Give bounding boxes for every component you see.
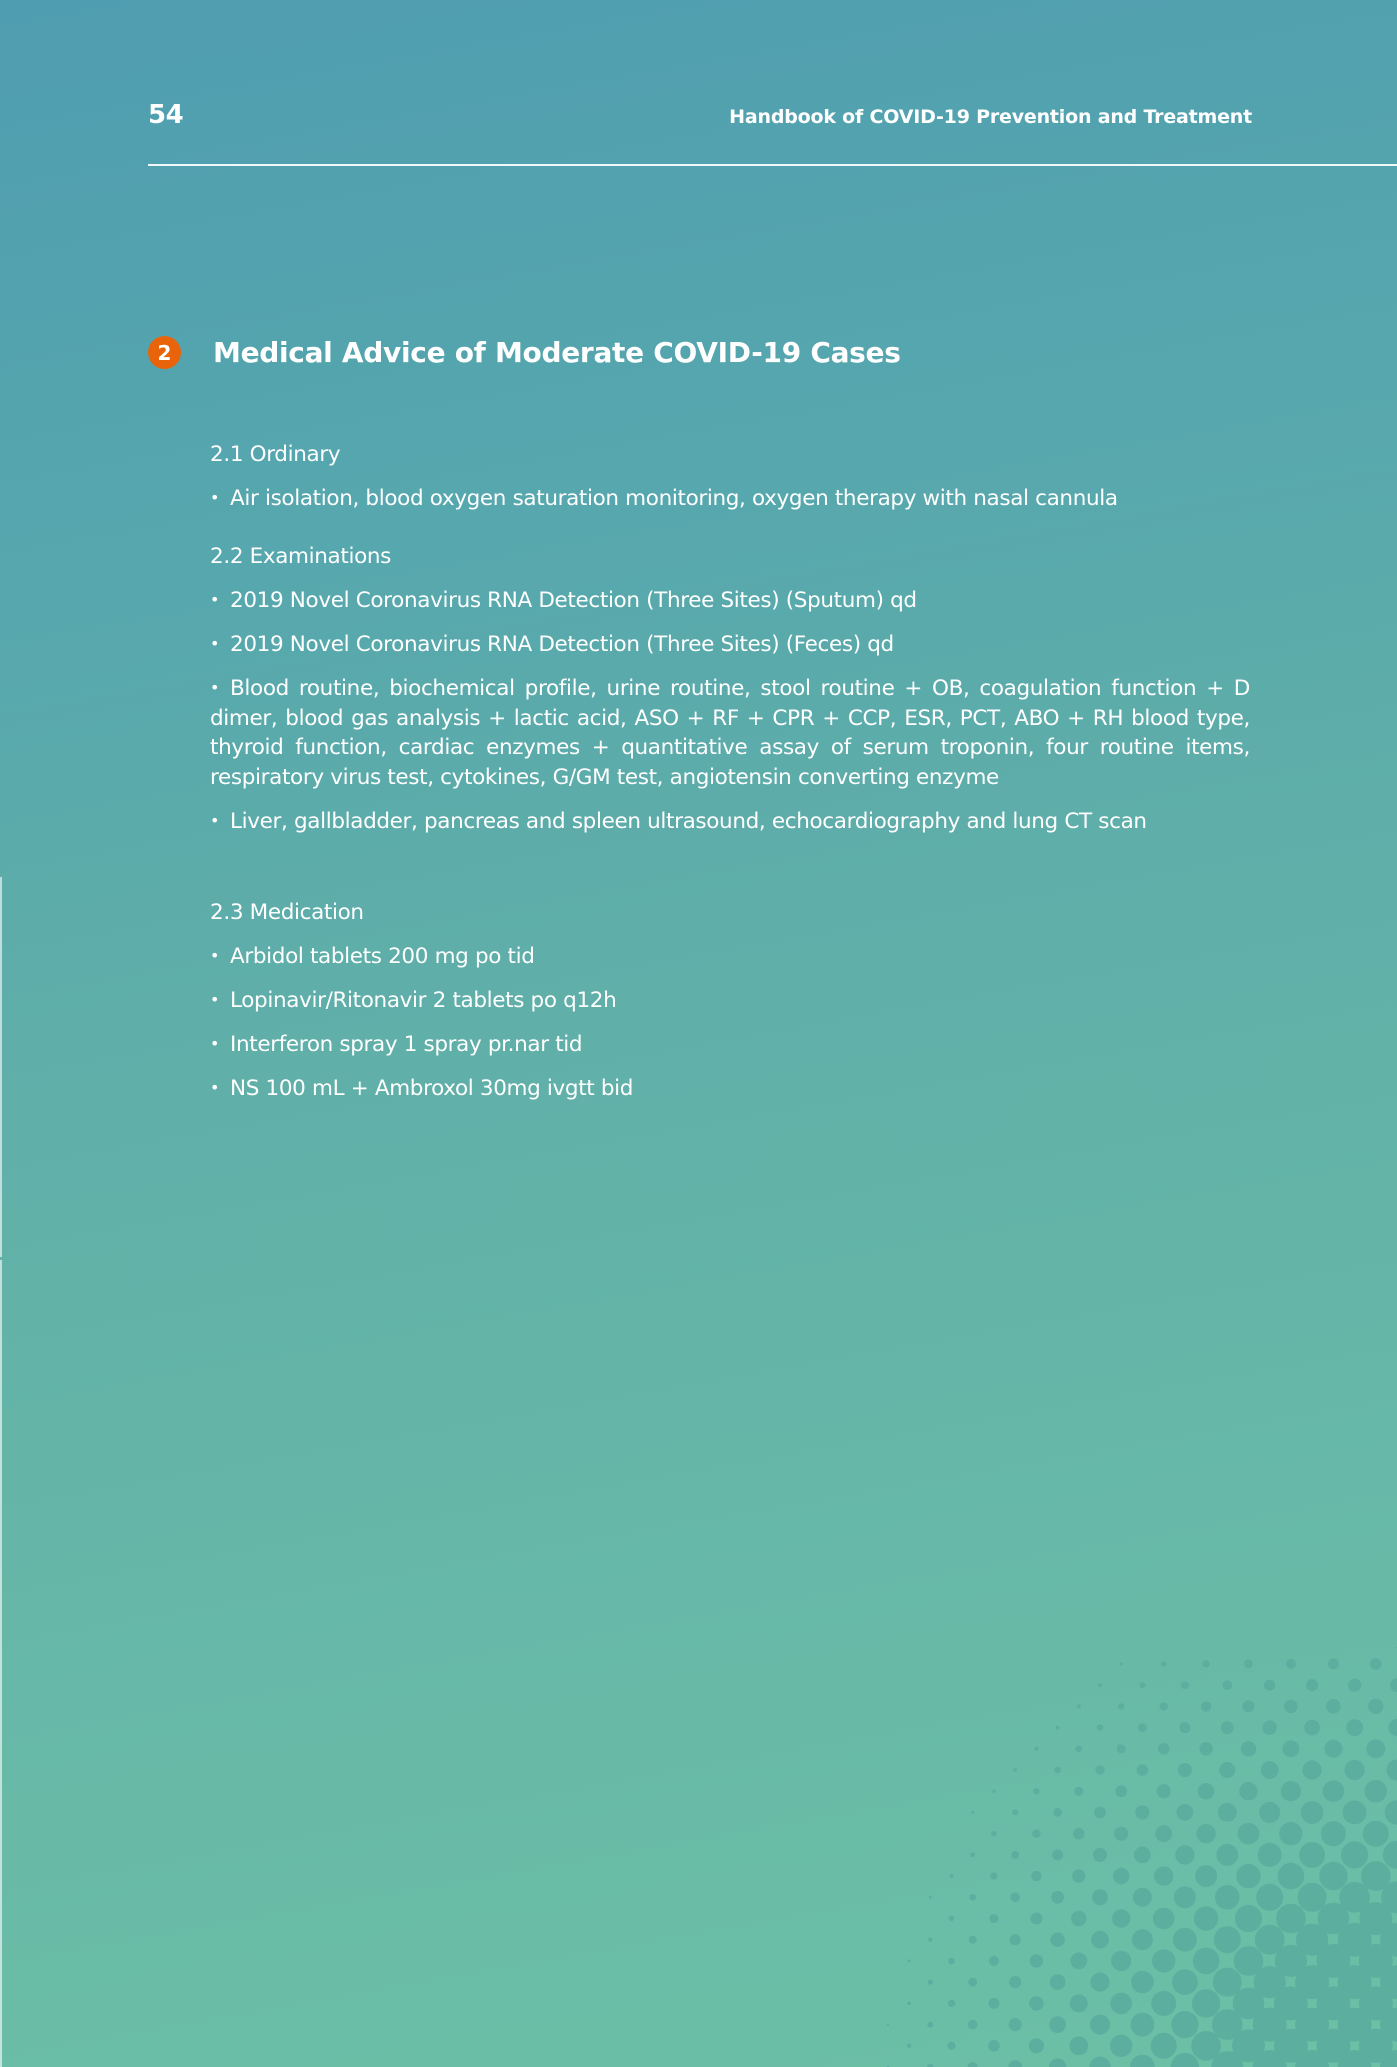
halftone-dot <box>1221 1721 1234 1734</box>
halftone-dot <box>1069 2036 1088 2055</box>
halftone-dot <box>1138 1723 1147 1732</box>
halftone-dot <box>1390 1678 1397 1692</box>
section-content <box>210 440 1250 1104</box>
halftone-dot <box>1365 1780 1387 1802</box>
halftone-dot <box>1009 2018 1022 2031</box>
halftone-dot <box>1077 1704 1081 1708</box>
halftone-dot <box>1158 1743 1169 1754</box>
halftone-dot <box>1120 1662 1123 1665</box>
list-item: • Arbidol tablets 200 mg po tid <box>210 941 1250 972</box>
halftone-dot <box>988 1998 999 2009</box>
list-item: • Blood routine, biochemical profile, urine routine, stool routine + OB, coagulation function + D dimer, blood gas analysis + lactic acid, ASO + RF + CPR + CCP, ESR, PCT, ABO + RH blood type, thyroid function, cardiac enzymes + quantitative assay of serum troponin, four routine items, respiratory virus test, cytokines, G/GM test, angiotensin converting enzyme <box>210 673 1250 793</box>
halftone-dot <box>1286 1659 1296 1669</box>
list-item: • Interferon spray 1 spray pr.nar tid <box>210 1029 1250 1060</box>
halftone-dot <box>1091 1931 1109 1949</box>
halftone-dot <box>1256 1884 1283 1911</box>
halftone-dot <box>1239 1782 1257 1800</box>
halftone-dot <box>1216 1844 1238 1866</box>
halftone-dot <box>907 2044 911 2048</box>
halftone-dot <box>1074 1787 1083 1796</box>
halftone-dot <box>1032 1830 1040 1838</box>
halftone-dot <box>1385 1800 1397 1825</box>
halftone-dot <box>1112 1909 1130 1927</box>
halftone-dot <box>1235 1905 1262 1932</box>
halftone-dot <box>1095 1765 1104 1774</box>
subsection-ordinary <box>210 440 1250 514</box>
halftone-dot <box>1319 1862 1347 1890</box>
halftone-dot <box>1092 1889 1108 1905</box>
halftone-dot <box>1370 1658 1382 1670</box>
halftone-dot <box>970 1853 975 1858</box>
halftone-dot <box>928 1938 932 1942</box>
halftone-dot <box>1199 1742 1212 1755</box>
halftone-dot <box>1117 1744 1126 1753</box>
halftone-dot <box>908 1959 911 1962</box>
halftone-dot <box>1070 1994 1088 2012</box>
halftone-dot <box>1243 1700 1255 1712</box>
halftone-dot <box>1203 1660 1210 1667</box>
halftone-dot <box>1155 1825 1172 1842</box>
section-title: Medical Advice of Moderate COVID-19 Cases <box>213 336 901 369</box>
halftone-dot <box>1258 1843 1282 1867</box>
halftone-dot <box>1306 1679 1318 1691</box>
halftone-dot <box>1174 1886 1196 1908</box>
halftone-dot <box>1151 1991 1176 2016</box>
left-edge-line-upper <box>0 877 2 1257</box>
halftone-dot <box>1341 1841 1368 1868</box>
halftone-dot <box>1093 1848 1107 1862</box>
halftone-dot <box>1177 1804 1194 1821</box>
halftone-dot <box>990 1914 999 1923</box>
halftone-dot <box>1010 1934 1021 1945</box>
halftone-dot <box>1154 1866 1173 1885</box>
halftone-dot <box>1303 1760 1322 1779</box>
header-rule <box>148 164 1397 166</box>
halftone-dot <box>1135 1805 1149 1819</box>
halftone-dot <box>1175 1845 1194 1864</box>
halftone-dot <box>1345 1760 1365 1780</box>
halftone-dot <box>968 2062 978 2067</box>
halftone-dot <box>1321 1821 1346 1846</box>
halftone-dot <box>1193 1948 1220 1975</box>
halftone-dot <box>1053 1808 1062 1817</box>
halftone-dot <box>1278 1863 1305 1890</box>
halftone-dot <box>1050 1974 1066 1990</box>
halftone-dot <box>1259 1802 1280 1823</box>
halftone-dot <box>970 1894 976 1900</box>
halftone-dot <box>1387 1760 1397 1781</box>
halftone-dot <box>1264 1680 1275 1691</box>
halftone-dot <box>1261 1761 1279 1779</box>
halftone-dot <box>1051 1891 1064 1904</box>
halftone-dot <box>1098 1683 1102 1687</box>
halftone-dot <box>1012 1810 1018 1816</box>
subsection-heading: 2.1 Ordinary <box>210 442 341 467</box>
halftone-dot <box>1029 2038 1044 2053</box>
halftone-dot <box>927 2022 933 2028</box>
halftone-dot <box>1118 1703 1124 1709</box>
halftone-dot <box>1011 1851 1019 1859</box>
halftone-dot <box>1301 1801 1324 1824</box>
halftone-dot <box>1326 1699 1341 1714</box>
halftone-dot <box>1033 1788 1039 1794</box>
halftone-dot <box>1056 1726 1060 1730</box>
subsection-medication <box>210 898 1250 1104</box>
halftone-dot <box>1029 1996 1044 2011</box>
halftone-dot <box>1073 1828 1084 1839</box>
halftone-dot <box>1090 1973 1109 1992</box>
halftone-dot <box>1134 1847 1151 1864</box>
halftone-dot <box>1010 1893 1020 1903</box>
halftone-dot <box>1366 1739 1385 1758</box>
halftone-dot <box>1328 1658 1339 1669</box>
halftone-dot <box>1173 1928 1197 1952</box>
halftone-dot <box>1179 1722 1190 1733</box>
halftone-dot <box>991 1831 996 1836</box>
halftone-dot <box>1153 1908 1175 1930</box>
halftone-dot <box>1283 1740 1300 1757</box>
halftone-dot <box>1071 1911 1086 1926</box>
subsection-heading: 2.2 Examinations <box>210 544 392 569</box>
halftone-dot <box>1218 1803 1237 1822</box>
halftone-dot <box>1113 1868 1129 1884</box>
halftone-dot <box>1070 1953 1087 1970</box>
halftone-dot <box>1281 1781 1301 1801</box>
halftone-dot <box>1110 2035 1132 2057</box>
halftone-dot <box>1132 1929 1153 1950</box>
halftone-dot <box>948 1958 955 1965</box>
list-item: • 2019 Novel Coronavirus RNA Detection (Three Sites) (Feces) qd <box>210 629 1250 660</box>
halftone-dot <box>1140 1682 1146 1688</box>
halftone-dot <box>1034 1747 1038 1751</box>
halftone-dot <box>990 1873 997 1880</box>
halftone-dot <box>1090 2057 1111 2067</box>
running-head: Handbook of COVID-19 Prevention and Treatment <box>729 106 1252 128</box>
halftone-dot <box>1346 1719 1363 1736</box>
halftone-dot <box>1115 1785 1127 1797</box>
halftone-dot <box>971 1811 974 1814</box>
halftone-dot <box>1160 1702 1168 1710</box>
halftone-dot <box>1263 1720 1277 1734</box>
halftone-dot <box>1009 1976 1021 1988</box>
halftone-dot <box>1304 1720 1320 1736</box>
halftone-dot <box>1131 1971 1154 1994</box>
list-item: • Lopinavir/Ritonavir 2 tablets po q12h <box>210 985 1250 1016</box>
subsection-heading: 2.3 Medication <box>210 899 364 925</box>
halftone-dot <box>1049 2016 1066 2033</box>
halftone-dot <box>1194 1906 1218 1930</box>
halftone-dot <box>992 1790 995 1793</box>
halftone-dot <box>1323 1780 1345 1802</box>
halftone-dot <box>1097 1724 1104 1731</box>
halftone-dot <box>1131 2013 1155 2037</box>
halftone-dot <box>1008 2060 1022 2067</box>
halftone-dot <box>1284 1700 1297 1713</box>
halftone-dot <box>928 1980 933 1985</box>
halftone-dot <box>1388 1719 1397 1736</box>
list-item: • 2019 Novel Coronavirus RNA Detection (Three Sites) (Sputum) qd <box>210 585 1250 616</box>
left-edge-line-lower <box>0 1260 2 2067</box>
halftone-dot <box>1368 1699 1383 1714</box>
halftone-dot <box>1181 1681 1189 1689</box>
halftone-dot <box>1090 2015 1110 2035</box>
halftone-dot <box>1054 1767 1061 1774</box>
halftone-dot <box>1214 1926 1241 1953</box>
halftone-dot <box>1076 1746 1083 1753</box>
halftone-dot <box>1236 1864 1260 1888</box>
halftone-dot <box>1238 1823 1260 1845</box>
halftone-dot <box>1031 1871 1041 1881</box>
halftone-dot <box>1030 1913 1042 1925</box>
subsection-examinations <box>210 542 1250 837</box>
halftone-dot <box>968 2020 978 2030</box>
halftone-dot <box>948 2042 956 2050</box>
halftone-dot <box>1201 1701 1211 1711</box>
halftone-dot <box>1244 1660 1253 1669</box>
halftone-dot <box>1114 1827 1128 1841</box>
halftone-dot <box>1050 1933 1064 1947</box>
halftone-dot <box>969 1936 977 1944</box>
list-item: • Liver, gallbladder, pancreas and spleen ultrasound, echocardiography and lung CT scan <box>210 806 1250 837</box>
halftone-dot <box>1223 1680 1233 1690</box>
halftone-dot <box>887 2023 889 2025</box>
halftone-dot <box>1299 1842 1325 1868</box>
halftone-dot <box>1178 1763 1192 1777</box>
halftone-dot <box>1052 1849 1063 1860</box>
halftone-dot <box>988 2040 1000 2052</box>
halftone-dot <box>1348 1679 1361 1692</box>
halftone-dot <box>1151 2033 1177 2059</box>
halftone-dot <box>1072 1869 1085 1882</box>
halftone-dot <box>1130 2055 1155 2067</box>
page-number: 54 <box>148 100 184 130</box>
halftone-dot <box>1110 1993 1132 2015</box>
halftone-dot <box>968 1978 977 1987</box>
halftone-dot <box>1030 1954 1043 1967</box>
halftone-dot <box>1172 1969 1198 1995</box>
halftone-dot <box>1137 1764 1149 1776</box>
halftone-dot <box>1279 1822 1302 1845</box>
section-number-badge <box>148 336 181 369</box>
halftone-dot <box>1324 1740 1342 1758</box>
halftone-dot <box>1363 1821 1389 1847</box>
section-number: 2 <box>157 340 172 365</box>
halftone-dot <box>1215 1885 1240 1910</box>
halftone-dot <box>1161 1661 1166 1666</box>
halftone-dot <box>1133 1888 1152 1907</box>
list-item: • NS 100 mL + Ambroxol 30mg ivgtt bid <box>210 1073 1250 1104</box>
halftone-dot <box>1049 2058 1066 2067</box>
halftone-dot <box>1392 1647 1397 1648</box>
halftone-dot <box>949 1916 954 1921</box>
halftone-dot <box>1171 2011 1198 2038</box>
halftone-dot <box>1198 1783 1214 1799</box>
halftone-dot <box>950 1874 954 1878</box>
halftone-dot <box>1196 1824 1215 1843</box>
halftone-dot <box>1241 1741 1256 1756</box>
halftone-dot <box>1094 1807 1106 1819</box>
halftone-dot <box>989 1956 999 1966</box>
halftone-dot <box>1152 1949 1175 1972</box>
halftone-dot <box>907 2002 911 2006</box>
halftone-dot <box>1111 1951 1131 1971</box>
halftone-dot <box>1195 1865 1217 1887</box>
halftone-dot <box>1192 1989 1220 2017</box>
halftone-dot <box>1157 1784 1171 1798</box>
halftone-dot <box>1219 1762 1235 1778</box>
halftone-dot <box>1350 1647 1360 1648</box>
list-item: • Air isolation, blood oxygen saturation monitoring, oxygen therapy with nasal cannula <box>210 483 1250 514</box>
halftone-dot <box>929 1896 932 1899</box>
halftone-dot <box>1343 1801 1367 1825</box>
halftone-dot <box>948 2000 955 2007</box>
halftone-dot-decoration <box>837 1647 1397 2067</box>
halftone-dot <box>1013 1768 1017 1772</box>
